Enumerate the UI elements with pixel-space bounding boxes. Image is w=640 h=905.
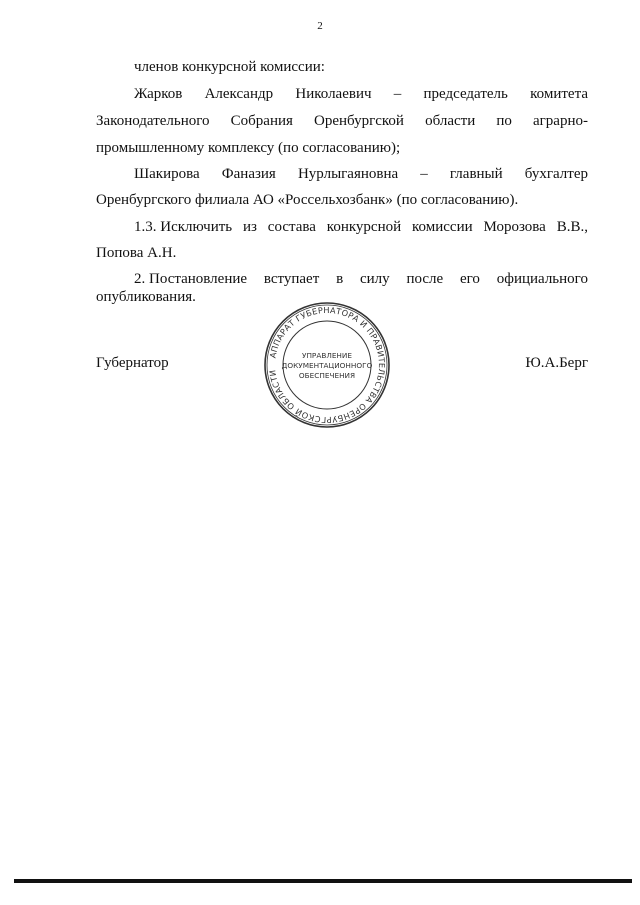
text-line-5 xyxy=(134,165,588,183)
word: 2. Постановление xyxy=(134,271,248,287)
word: области xyxy=(425,113,476,129)
text-line-4: промышленному комплексу (по согласованию); xyxy=(96,140,401,156)
word: Николаевич xyxy=(295,86,372,102)
text-line-8: Попова А.Н. xyxy=(96,245,177,261)
word: бухгалтер xyxy=(524,166,588,182)
official-stamp xyxy=(262,300,392,430)
text-line-9 xyxy=(134,270,588,288)
text-line-10: опубликования. xyxy=(96,289,196,305)
text-line-7 xyxy=(134,218,588,236)
text-line-1: членов конкурсной комиссии: xyxy=(134,59,325,75)
word: конкурсной xyxy=(326,219,402,235)
word: Шакирова xyxy=(134,166,200,182)
stamp-ring-text: АППАРАТ ГУБЕРНАТОРА И ПРАВИТЕЛЬСТВА ОРЕНБУРГСКОЙ ОБЛАСТИ xyxy=(267,304,388,426)
word: официального xyxy=(496,271,588,287)
word: – xyxy=(420,166,428,182)
signatory-name: Ю.А.Берг xyxy=(525,355,588,371)
word: главный xyxy=(449,166,503,182)
page-number: 2 xyxy=(317,20,323,32)
word: состава xyxy=(267,219,316,235)
stamp-center-line-2: ДОКУМЕНТАЦИОННОГО xyxy=(281,361,373,370)
word: Фаназия xyxy=(221,166,276,182)
word: Законодательного xyxy=(96,113,210,129)
word: после xyxy=(406,271,444,287)
stamp-center-line-1: УПРАВЛЕНИЕ xyxy=(302,351,352,360)
word: председатель xyxy=(423,86,508,102)
text-line-6: Оренбургского филиала АО «Россельхозбанк» (по согласованию). xyxy=(96,192,519,208)
word: в xyxy=(336,271,344,287)
word: Морозова xyxy=(483,219,546,235)
word: по xyxy=(496,113,512,129)
word: из xyxy=(242,219,257,235)
word: 1.3. Исключить xyxy=(134,219,233,235)
word: Жарков xyxy=(134,86,183,102)
word: – xyxy=(393,86,402,102)
word: Нурлыгаяновна xyxy=(297,166,399,182)
word: силу xyxy=(359,271,390,287)
word: Александр xyxy=(204,86,274,102)
word: комитета xyxy=(530,86,588,102)
word: его xyxy=(459,271,480,287)
word: Собрания xyxy=(230,113,293,129)
word: аграрно- xyxy=(532,113,588,129)
stamp-center-line-3: ОБЕСПЕЧЕНИЯ xyxy=(298,371,356,380)
word: Оренбургской xyxy=(314,113,404,129)
word: В.В., xyxy=(556,219,588,235)
text-line-3 xyxy=(96,112,588,130)
word: комиссии xyxy=(412,219,473,235)
bottom-edge-rule xyxy=(14,879,632,883)
signatory-title: Губернатор xyxy=(96,355,169,371)
text-line-2 xyxy=(134,85,588,103)
word: вступает xyxy=(263,271,320,287)
